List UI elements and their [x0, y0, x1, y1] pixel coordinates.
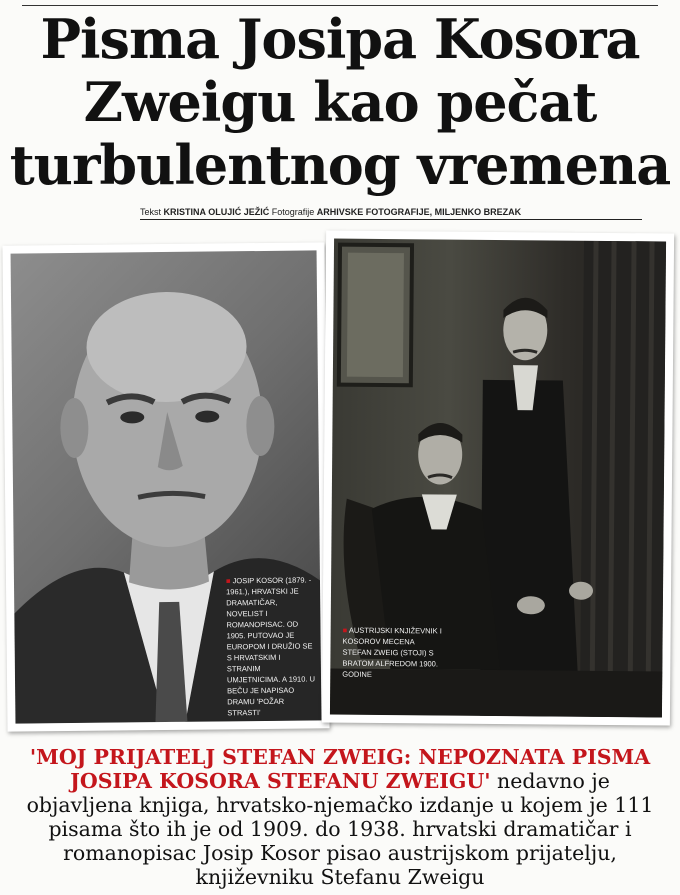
byline-photo-label: Fotografije [271, 207, 315, 217]
byline-photographers: ARHIVSKE FOTOGRAFIJE, MILJENKO BREZAK [316, 207, 522, 217]
lead-body: nedavno je objavljena knjiga, hrvatsko-njemačko izdanje u kojem je 111 pisama što ih je od 1909. do 1938. hrvatski dramatičar i romanopisac Josip Kosor pisao austrijskom prijatelju, književniku Stefanu Zweigu [26, 769, 654, 889]
photo-zweig-brothers [322, 230, 674, 725]
headline [0, 8, 680, 197]
lead-kicker: 'MOJ PRIJATELJ STEFAN ZWEIG: NEPOZNATA PISMA JOSIPA KOSORA STEFANU ZWEIGU' [29, 745, 651, 793]
byline-rule [140, 219, 642, 220]
caption-marker-icon: ■ [342, 625, 348, 635]
header-rule [22, 5, 658, 6]
caption-text: JOSIP KOSOR (1879. - 1961.), HRVATSKI JE DRAMATIČAR, NOVELIST I ROMANOPISAC. OD 1905. PUTOVAO JE EUROPOM I DRUŽIO SE S HRVATSKIM I STRANIM UMJETNICIMA. A 1910. U BEČU JE NAPISAO DRAMU 'POŽAR STRASTI' [226, 575, 316, 718]
photo-caption-kosor [226, 574, 315, 718]
lead-paragraph [22, 745, 658, 889]
headline-line-2: Zweigu kao pečat [83, 70, 597, 134]
headline-line-1: Pisma Josipa Kosora [40, 7, 640, 71]
page-header [22, 0, 658, 6]
caption-marker-icon: ■ [225, 576, 231, 586]
headline-line-3: turbulentnog vremena [9, 133, 671, 197]
caption-text: AUSTRIJSKI KNJIŽEVNIK I KOSOROV MECENA STEFAN ZWEIG (STOJI) S BRATOM ALFREDOM 1900. GODINE [342, 625, 442, 679]
byline-author: KRISTINA OLUJIĆ JEŽIĆ [163, 207, 270, 217]
byline [140, 207, 521, 217]
photo-caption-zweig [342, 625, 442, 681]
photo-josip-kosor [2, 242, 329, 731]
byline-text-label: Tekst [140, 207, 162, 217]
